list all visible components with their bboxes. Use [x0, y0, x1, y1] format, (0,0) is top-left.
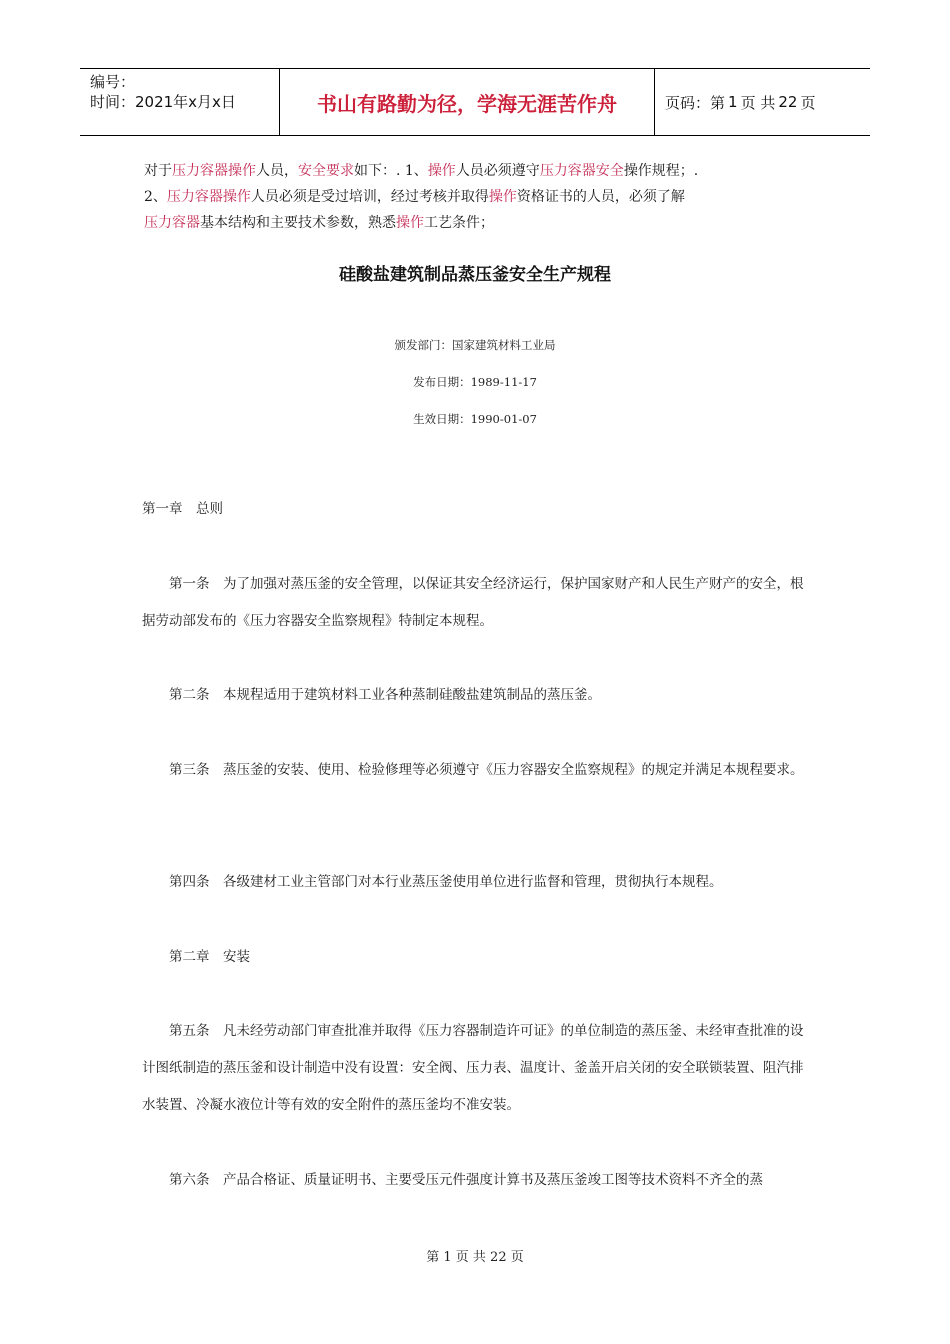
intro-line-3 — [144, 210, 824, 236]
header-page-info — [655, 69, 870, 135]
intro-text: 对于 — [144, 163, 172, 179]
intro-paragraph — [144, 158, 824, 236]
article-4: 第四条 各级建材工业主管部门对本行业蒸压釜使用单位进行监督和管理，贯彻执行本规程。 — [169, 874, 723, 890]
intro-text: 资格证书的人员，必须了解 — [516, 189, 685, 205]
intro-text: 人员， — [256, 163, 298, 179]
page-mid: 页 共 — [740, 93, 776, 112]
intro-keyword-link[interactable]: 压力容器安全 — [539, 163, 624, 179]
intro-keyword-link[interactable]: 安全要求 — [298, 163, 354, 179]
intro-text: 基本结构和主要技术参数，熟悉 — [200, 215, 396, 231]
effective-date-line — [0, 411, 950, 427]
effective-date-label: 生效日期： — [413, 412, 471, 426]
effective-date-value: 1990-01-07 — [470, 412, 537, 426]
article-1: 第一条 为了加强对蒸压釜的安全管理，以保证其安全经济运行，保护国家财产和人民生产财产的安全，根据劳动部发布的《压力容器安全监察规程》特制定本规程。 — [142, 576, 804, 629]
intro-text: 2、 — [144, 189, 167, 205]
intro-keyword-link[interactable]: 操作 — [396, 215, 424, 231]
article-2: 第二条 本规程适用于建筑材料工业各种蒸制硅酸盐建筑制品的蒸压釜。 — [169, 687, 601, 703]
page-total: 22 — [778, 93, 798, 111]
intro-line-1 — [144, 158, 824, 184]
doc-number-label: 编号： — [90, 73, 136, 91]
article-3: 第三条 蒸压釜的安装、使用、检验修理等必须遵守《压力容器安全监察规程》的规定并满足本规程要求。 — [169, 762, 804, 778]
intro-text: 人员必须是受过培训，经过考核并取得 — [250, 189, 489, 205]
intro-keyword-link[interactable]: 操作 — [427, 163, 456, 179]
page-footer: 第 1 页 共 22 页 — [426, 1250, 524, 1265]
page-prefix: 页码：第 — [665, 93, 726, 112]
article-6: 第六条 产品合格证、质量证明书、主要受压元件强度计算书及蒸压釜竣工图等技术资料不齐全的蒸 — [169, 1172, 763, 1188]
page-header — [80, 68, 870, 136]
page-suffix: 页 — [800, 93, 816, 112]
intro-text: 操作规程；. — [623, 163, 699, 179]
intro-text: 工艺条件； — [424, 215, 494, 231]
doc-date-label: 时间：2021年x月x日 — [90, 93, 236, 111]
intro-keyword-link[interactable]: 压力容器 — [144, 215, 200, 231]
intro-text: 人员必须遵守 — [455, 163, 540, 179]
intro-text: 如下：. 1、 — [354, 163, 428, 179]
intro-keyword-link[interactable]: 压力容器操作 — [166, 189, 251, 205]
article-5: 第五条 凡未经劳动部门审查批准并取得《压力容器制造许可证》的单位制造的蒸压釜、未经审查批准的设计图纸制造的蒸压釜和设计制造中没有设置：安全阀、压力表、温度计、釜盖开启关闭的安全联锁装置、阻汽排水装置、冷凝水液位计等有效的安全附件的蒸压釜均不准安装。 — [142, 1023, 804, 1113]
header-motto: 书山有路勤为径，学海无涯苦作舟 — [280, 69, 655, 135]
intro-line-2 — [144, 184, 824, 210]
publish-date-value: 1989-11-17 — [470, 375, 537, 389]
intro-keyword-link[interactable]: 压力容器操作 — [172, 163, 256, 179]
chapter-1-heading: 第一章 总则 — [142, 501, 223, 517]
document-title: 硅酸盐建筑制品蒸压釜安全生产规程 — [339, 265, 611, 285]
publish-date-label: 发布日期： — [413, 375, 471, 389]
chapter-2-heading: 第二章 安装 — [169, 949, 250, 965]
issuer-line: 颁发部门：国家建筑材料工业局 — [394, 338, 556, 352]
header-info-cell — [80, 69, 280, 135]
publish-date-line — [0, 374, 950, 390]
intro-keyword-link[interactable]: 操作 — [488, 189, 517, 205]
page-number: 1 — [728, 93, 738, 111]
